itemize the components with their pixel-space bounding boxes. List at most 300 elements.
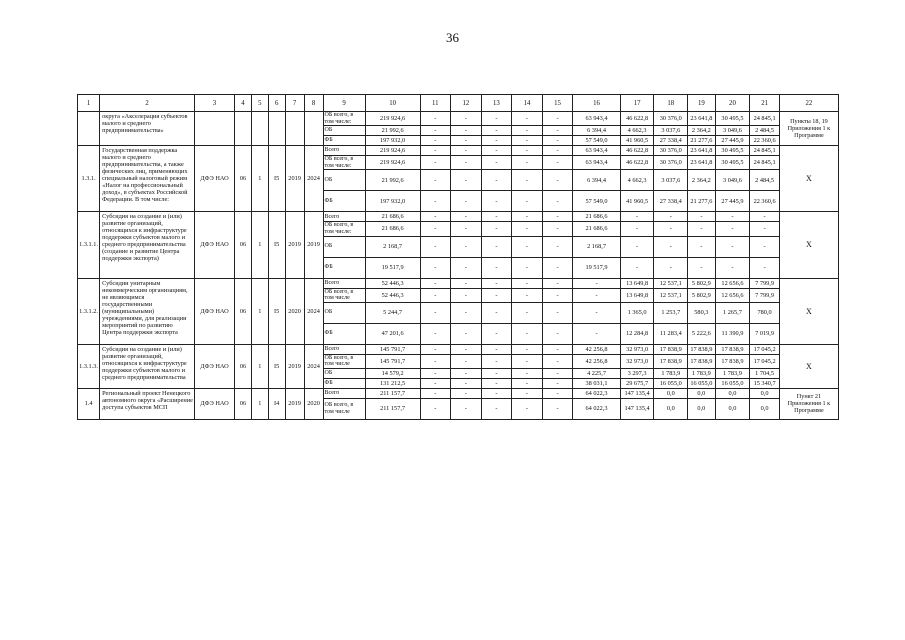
amount-cell: - [542, 257, 573, 278]
header-cell: 18 [654, 95, 688, 112]
amount-cell: - [542, 368, 573, 378]
row-code-4: 06 [235, 344, 252, 388]
amount-cell: - [542, 146, 573, 156]
amount-cell: 147 135,4 [620, 398, 654, 419]
header-cell: 22 [779, 95, 838, 112]
amount-cell: 30 376,0 [654, 156, 688, 170]
table-row [78, 212, 839, 222]
amount-cell: 63 943,4 [573, 112, 620, 126]
amount-cell: - [481, 126, 512, 136]
row-executor: ДФЭ НАО [194, 388, 234, 419]
amount-cell: 2 168,7 [365, 236, 420, 257]
row-code: 1.4 [78, 388, 100, 419]
amount-cell: - [451, 236, 482, 257]
amount-cell: 3 049,6 [715, 170, 750, 191]
amount-cell: - [451, 368, 482, 378]
row-code-6: I5 [268, 344, 285, 388]
amount-cell: 2 484,5 [750, 170, 780, 191]
table-row [78, 344, 839, 354]
header-cell: 14 [512, 95, 543, 112]
amount-cell: - [542, 222, 573, 236]
amount-cell: - [420, 323, 451, 344]
row-code-5: 1 [251, 344, 268, 388]
amount-cell: - [512, 323, 543, 344]
amount-cell: 23 641,8 [688, 112, 715, 126]
amount-cell: 1 253,7 [654, 302, 688, 323]
amount-cell: 0,0 [654, 398, 688, 419]
table-row [78, 146, 839, 156]
row-name: Субсидии унитарным некоммерческим организациям, не являющимся государственными (муниципальными) учреждениями, для реализации мероприятий по развитию Центра поддержки экспорта [100, 278, 195, 344]
amount-cell: - [481, 112, 512, 126]
row-name: округа «Акселерация субъектов малого и среднего предпринимательства» [100, 112, 195, 146]
amount-cell: 12 656,6 [715, 278, 750, 288]
amount-cell: 211 157,7 [365, 398, 420, 419]
header-cell: 12 [451, 95, 482, 112]
amount-cell: - [542, 388, 573, 398]
amount-cell: 219 924,6 [365, 112, 420, 126]
amount-cell: 46 622,8 [620, 156, 654, 170]
amount-cell: 57 549,0 [573, 191, 620, 212]
amount-cell: - [420, 126, 451, 136]
amount-cell: - [715, 212, 750, 222]
amount-cell: - [542, 236, 573, 257]
amount-cell: - [451, 378, 482, 388]
amount-cell: 30 495,5 [715, 112, 750, 126]
amount-cell: - [512, 212, 543, 222]
amount-cell: 17 838,9 [654, 344, 688, 354]
amount-cell: 19 517,9 [573, 257, 620, 278]
amount-cell: 2 484,5 [750, 126, 780, 136]
row-start-year: 2019 [285, 212, 304, 278]
amount-cell: - [420, 146, 451, 156]
amount-cell: 24 845,1 [750, 156, 780, 170]
amount-cell: 42 256,8 [573, 354, 620, 368]
row-note: X [779, 146, 838, 212]
amount-cell: - [542, 378, 573, 388]
amount-cell: 52 446,3 [365, 288, 420, 302]
funding-source: Всего [323, 146, 365, 156]
amount-cell: - [481, 388, 512, 398]
amount-cell: 52 446,3 [365, 278, 420, 288]
amount-cell: - [620, 212, 654, 222]
funding-source: ФБ [323, 257, 365, 278]
row-code-5: 1 [251, 278, 268, 344]
amount-cell: - [512, 388, 543, 398]
amount-cell: 21 686,6 [365, 222, 420, 236]
amount-cell: 63 943,4 [573, 156, 620, 170]
row-code: 1.3.1. [78, 146, 100, 212]
amount-cell: - [420, 378, 451, 388]
amount-cell: - [451, 136, 482, 146]
funding-source: ОБ всего, в том числе: [323, 112, 365, 126]
amount-cell: - [542, 344, 573, 354]
amount-cell: - [512, 378, 543, 388]
row-note: X [779, 278, 838, 344]
amount-cell: - [451, 344, 482, 354]
amount-cell: 147 135,4 [620, 388, 654, 398]
amount-cell: - [451, 212, 482, 222]
amount-cell: 24 845,1 [750, 112, 780, 126]
amount-cell: - [420, 302, 451, 323]
amount-cell: 145 791,7 [365, 354, 420, 368]
amount-cell: 17 838,9 [688, 344, 715, 354]
amount-cell: - [512, 368, 543, 378]
header-row [78, 95, 839, 112]
amount-cell: - [481, 378, 512, 388]
amount-cell: - [750, 222, 780, 236]
amount-cell: 5 802,9 [688, 278, 715, 288]
amount-cell: 2 168,7 [573, 236, 620, 257]
table-row [78, 112, 839, 126]
amount-cell: - [542, 323, 573, 344]
row-code-4: 06 [235, 388, 252, 419]
amount-cell: 0,0 [715, 388, 750, 398]
amount-cell: 3 037,6 [654, 126, 688, 136]
amount-cell: 0,0 [750, 398, 780, 419]
row-name: Государственная поддержка малого и среднего предпринимательства, а также физических лиц, применяющих специальный налоговый режим «Налог на профессиональный доход», в субъектах Российской Федерации. В том числе: [100, 146, 195, 212]
funding-source: Всего [323, 388, 365, 398]
amount-cell: - [481, 278, 512, 288]
amount-cell: - [512, 126, 543, 136]
row-code-6: I4 [268, 388, 285, 419]
amount-cell: 12 537,1 [654, 278, 688, 288]
amount-cell: - [420, 388, 451, 398]
amount-cell: 3 037,6 [654, 170, 688, 191]
amount-cell: - [542, 278, 573, 288]
amount-cell: - [512, 156, 543, 170]
amount-cell: - [542, 212, 573, 222]
funding-source: ОБ [323, 302, 365, 323]
amount-cell: - [420, 222, 451, 236]
amount-cell: 30 495,5 [715, 156, 750, 170]
amount-cell: - [654, 222, 688, 236]
amount-cell: 17 838,9 [715, 354, 750, 368]
row-code: 1.3.1.1. [78, 212, 100, 278]
amount-cell: 780,0 [750, 302, 780, 323]
amount-cell: 17 045,2 [750, 354, 780, 368]
amount-cell: - [481, 354, 512, 368]
header-cell: 21 [750, 95, 780, 112]
amount-cell: - [481, 323, 512, 344]
amount-cell: 131 212,5 [365, 378, 420, 388]
amount-cell: - [688, 222, 715, 236]
amount-cell: - [481, 288, 512, 302]
amount-cell: 32 973,0 [620, 354, 654, 368]
amount-cell: - [542, 170, 573, 191]
amount-cell: 14 579,2 [365, 368, 420, 378]
amount-cell: - [512, 170, 543, 191]
amount-cell: 219 924,6 [365, 146, 420, 156]
amount-cell: 5 222,6 [688, 323, 715, 344]
amount-cell: 27 445,9 [715, 136, 750, 146]
amount-cell: - [620, 236, 654, 257]
amount-cell: - [481, 222, 512, 236]
amount-cell: 16 055,0 [654, 378, 688, 388]
amount-cell: 47 201,6 [365, 323, 420, 344]
row-start-year [285, 112, 304, 146]
row-executor [194, 112, 234, 146]
row-code-4: 06 [235, 212, 252, 278]
amount-cell: - [451, 170, 482, 191]
amount-cell: - [688, 257, 715, 278]
amount-cell: - [542, 156, 573, 170]
amount-cell: 38 031,1 [573, 378, 620, 388]
amount-cell: 24 845,1 [750, 146, 780, 156]
amount-cell: 13 649,8 [620, 288, 654, 302]
amount-cell: 197 932,0 [365, 191, 420, 212]
header-cell: 2 [100, 95, 195, 112]
amount-cell: 12 537,1 [654, 288, 688, 302]
amount-cell: - [654, 212, 688, 222]
amount-cell: 2 364,2 [688, 126, 715, 136]
amount-cell: 12 656,6 [715, 288, 750, 302]
amount-cell: 12 284,8 [620, 323, 654, 344]
amount-cell: - [420, 354, 451, 368]
header-cell: 7 [285, 95, 304, 112]
row-note: X [779, 212, 838, 278]
header-cell: 11 [420, 95, 451, 112]
amount-cell: 11 283,4 [654, 323, 688, 344]
amount-cell: - [420, 344, 451, 354]
amount-cell: - [420, 368, 451, 378]
row-code-6: I5 [268, 146, 285, 212]
row-code: 1.3.1.3. [78, 344, 100, 388]
amount-cell: - [512, 236, 543, 257]
amount-cell: 46 622,8 [620, 112, 654, 126]
amount-cell: - [688, 212, 715, 222]
amount-cell: 23 641,8 [688, 146, 715, 156]
amount-cell: 15 340,7 [750, 378, 780, 388]
amount-cell: 2 364,2 [688, 170, 715, 191]
amount-cell: - [481, 146, 512, 156]
row-executor: ДФЭ НАО [194, 146, 234, 212]
row-end-year: 2019 [304, 212, 323, 278]
header-cell: 17 [620, 95, 654, 112]
table-row [78, 278, 839, 288]
funding-source: ОБ всего, в том числе [323, 354, 365, 368]
amount-cell: 1 783,9 [715, 368, 750, 378]
amount-cell: - [481, 398, 512, 419]
amount-cell: - [420, 398, 451, 419]
row-code-6: I5 [268, 212, 285, 278]
amount-cell: - [715, 257, 750, 278]
amount-cell: - [542, 288, 573, 302]
header-cell: 13 [481, 95, 512, 112]
amount-cell: - [481, 302, 512, 323]
amount-cell: 1 265,7 [715, 302, 750, 323]
amount-cell: 17 838,9 [715, 344, 750, 354]
row-note: X [779, 344, 838, 388]
row-end-year: 2024 [304, 146, 323, 212]
amount-cell: - [750, 212, 780, 222]
amount-cell: - [451, 288, 482, 302]
amount-cell: 0,0 [750, 388, 780, 398]
header-cell: 4 [235, 95, 252, 112]
amount-cell: - [451, 156, 482, 170]
header-cell: 6 [268, 95, 285, 112]
amount-cell: - [420, 236, 451, 257]
budget-table [77, 94, 839, 420]
amount-cell: 19 517,9 [365, 257, 420, 278]
row-code-5: 1 [251, 212, 268, 278]
amount-cell: - [512, 191, 543, 212]
amount-cell: - [620, 222, 654, 236]
amount-cell: 21 686,6 [573, 212, 620, 222]
row-name: Региональный проект Ненецкого автономного округа «Расширение доступа субъектов МСП [100, 388, 195, 419]
amount-cell: - [542, 191, 573, 212]
funding-source: ОБ [323, 126, 365, 136]
amount-cell: - [512, 222, 543, 236]
amount-cell: 6 394,4 [573, 126, 620, 136]
row-note: Пункты 18, 19 Приложения 1 к Программе [779, 112, 838, 146]
row-start-year: 2020 [285, 278, 304, 344]
amount-cell: 16 055,0 [688, 378, 715, 388]
header-cell: 8 [304, 95, 323, 112]
amount-cell: 21 686,6 [365, 212, 420, 222]
amount-cell: - [420, 136, 451, 146]
amount-cell: 21 686,6 [573, 222, 620, 236]
amount-cell: - [420, 156, 451, 170]
row-code-5 [251, 112, 268, 146]
amount-cell: 21 992,6 [365, 126, 420, 136]
amount-cell: 3 297,3 [620, 368, 654, 378]
funding-source: ФБ [323, 378, 365, 388]
amount-cell: 41 960,5 [620, 191, 654, 212]
amount-cell: 4 662,3 [620, 126, 654, 136]
row-end-year: 2024 [304, 278, 323, 344]
amount-cell: 1 704,5 [750, 368, 780, 378]
amount-cell: 3 049,6 [715, 126, 750, 136]
amount-cell: - [750, 257, 780, 278]
header-cell: 19 [688, 95, 715, 112]
row-name: Субсидия на создание и (или) развитие организаций, относящихся к инфраструктуре поддержки субъектов малого и среднего предпринимательства [100, 344, 195, 388]
row-code-6 [268, 112, 285, 146]
header-cell: 3 [194, 95, 234, 112]
amount-cell: 7 799,9 [750, 278, 780, 288]
amount-cell: - [451, 323, 482, 344]
amount-cell: 6 394,4 [573, 170, 620, 191]
amount-cell: - [481, 236, 512, 257]
amount-cell: 27 338,4 [654, 191, 688, 212]
amount-cell: - [481, 212, 512, 222]
amount-cell: - [654, 236, 688, 257]
row-code-5: 1 [251, 146, 268, 212]
amount-cell: 0,0 [654, 388, 688, 398]
amount-cell: - [481, 191, 512, 212]
funding-source: ФБ [323, 323, 365, 344]
amount-cell: - [451, 146, 482, 156]
amount-cell: 21 277,6 [688, 136, 715, 146]
header-cell: 9 [323, 95, 365, 112]
header-cell: 10 [365, 95, 420, 112]
amount-cell: - [420, 288, 451, 302]
row-executor: ДФЭ НАО [194, 344, 234, 388]
amount-cell: - [654, 257, 688, 278]
amount-cell: - [451, 126, 482, 136]
amount-cell: 30 376,0 [654, 146, 688, 156]
row-code-4: 06 [235, 278, 252, 344]
funding-source: ОБ [323, 368, 365, 378]
amount-cell: 21 277,6 [688, 191, 715, 212]
row-note: Пункт 21 Приложения 1 к Программе [779, 388, 838, 419]
amount-cell: - [451, 278, 482, 288]
amount-cell: 1 365,0 [620, 302, 654, 323]
row-code-4: 06 [235, 146, 252, 212]
amount-cell: - [420, 191, 451, 212]
amount-cell: - [512, 257, 543, 278]
funding-source: ОБ всего, в том числе: [323, 222, 365, 236]
amount-cell: - [512, 398, 543, 419]
row-end-year: 2024 [304, 344, 323, 388]
amount-cell: 30 495,5 [715, 146, 750, 156]
header-cell: 5 [251, 95, 268, 112]
amount-cell: 4 662,3 [620, 170, 654, 191]
amount-cell: 11 390,9 [715, 323, 750, 344]
amount-cell: 1 783,9 [654, 368, 688, 378]
row-end-year: 2020 [304, 388, 323, 419]
amount-cell: 0,0 [688, 398, 715, 419]
funding-source: ФБ [323, 191, 365, 212]
amount-cell: - [512, 354, 543, 368]
amount-cell: 580,3 [688, 302, 715, 323]
amount-cell: - [573, 323, 620, 344]
amount-cell: 13 649,8 [620, 278, 654, 288]
amount-cell: - [420, 257, 451, 278]
amount-cell: - [573, 278, 620, 288]
amount-cell: - [451, 302, 482, 323]
amount-cell: 7 799,9 [750, 288, 780, 302]
amount-cell: 57 549,0 [573, 136, 620, 146]
row-executor: ДФЭ НАО [194, 278, 234, 344]
amount-cell: 22 360,6 [750, 191, 780, 212]
header-cell: 15 [542, 95, 573, 112]
amount-cell: 17 838,9 [688, 354, 715, 368]
amount-cell: 27 445,9 [715, 191, 750, 212]
amount-cell: - [542, 136, 573, 146]
amount-cell: 64 022,3 [573, 398, 620, 419]
amount-cell: 46 622,8 [620, 146, 654, 156]
amount-cell: 197 932,0 [365, 136, 420, 146]
amount-cell: 5 802,9 [688, 288, 715, 302]
amount-cell: - [451, 222, 482, 236]
funding-source: Всего [323, 212, 365, 222]
funding-source: ОБ всего, в том числе: [323, 156, 365, 170]
amount-cell: - [451, 354, 482, 368]
amount-cell: - [420, 212, 451, 222]
amount-cell: - [451, 388, 482, 398]
amount-cell: - [542, 398, 573, 419]
amount-cell: 22 360,6 [750, 136, 780, 146]
amount-cell: 64 022,3 [573, 388, 620, 398]
amount-cell: 32 973,0 [620, 344, 654, 354]
funding-source: ОБ всего, в том числе [323, 288, 365, 302]
funding-source: ОБ [323, 236, 365, 257]
amount-cell: - [573, 288, 620, 302]
funding-source: ОБ [323, 170, 365, 191]
amount-cell: 5 244,7 [365, 302, 420, 323]
amount-cell: 16 055,0 [715, 378, 750, 388]
row-name: Субсидия на создание и (или) развитие организаций, относящихся к инфраструктуре поддержки субъектов малого и среднего предпринимательства (создание и развитие Центра поддержки экспорта) [100, 212, 195, 278]
amount-cell: - [715, 236, 750, 257]
row-code-6: I5 [268, 278, 285, 344]
header-cell: 16 [573, 95, 620, 112]
row-start-year: 2019 [285, 344, 304, 388]
amount-cell: - [573, 302, 620, 323]
funding-source: ОБ всего, в том числе [323, 398, 365, 419]
amount-cell: 63 943,4 [573, 146, 620, 156]
amount-cell: - [481, 156, 512, 170]
amount-cell: - [481, 257, 512, 278]
